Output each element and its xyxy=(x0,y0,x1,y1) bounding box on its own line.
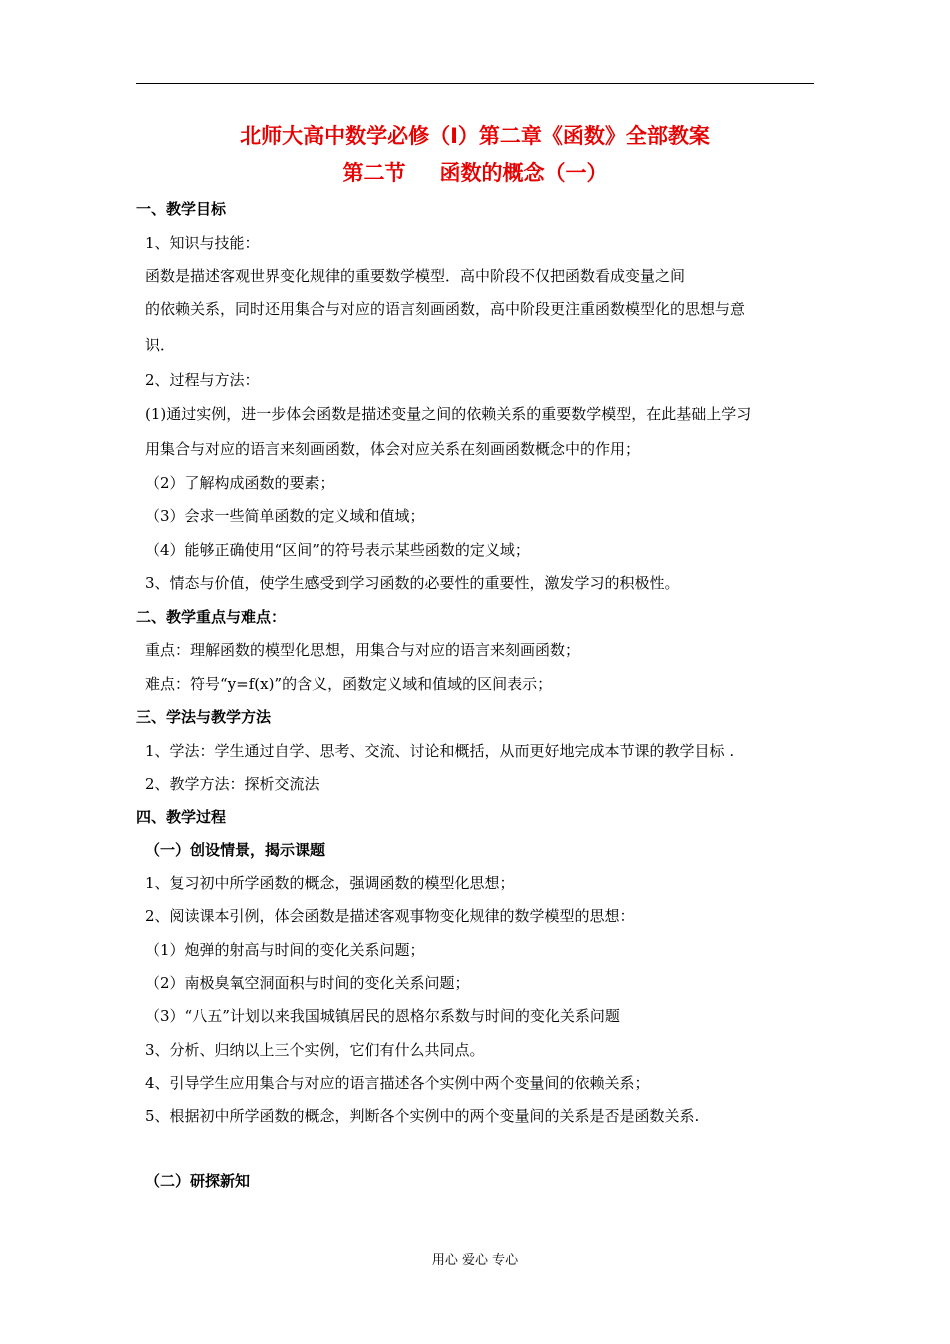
list-item: 5、根据初中所学函数的概念，判断各个实例中的两个变量间的关系是否是函数关系. xyxy=(145,1107,700,1125)
subheading-new-knowledge: （二）研探新知 xyxy=(145,1172,251,1190)
list-item: （2）南极臭氧空洞面积与时间的变化关系问题； xyxy=(145,974,470,992)
list-item: （4）能够正确使用“区间”的符号表示某些函数的定义域； xyxy=(145,541,530,559)
paragraph-line: 用集合与对应的语言来刻画函数，体会对应关系在刻画函数概念中的作用； xyxy=(145,440,641,458)
list-item: （2）了解构成函数的要素； xyxy=(145,474,335,492)
section-heading xyxy=(0,157,950,187)
section-title: 函数的概念（一） xyxy=(439,161,608,185)
header-rule xyxy=(136,83,814,84)
heading-key-points: 二、教学重点与难点： xyxy=(136,608,287,626)
page-footer: 用心 爱心 专心 xyxy=(431,1253,519,1268)
objective-attitude: 3、情态与价值，使学生感受到学习函数的必要性的重要性，激发学习的积极性。 xyxy=(145,574,680,592)
list-item: 2、教学方法：探析交流法 xyxy=(145,775,320,793)
objective-knowledge-label: 1、知识与技能： xyxy=(145,234,260,252)
list-item: 3、分析、归纳以上三个实例，它们有什么共同点。 xyxy=(145,1041,485,1059)
list-item: （1）炮弹的射高与时间的变化关系问题； xyxy=(145,941,425,959)
objective-process-label: 2、过程与方法： xyxy=(145,371,260,389)
subheading-introduction: （一）创设情景，揭示课题 xyxy=(145,841,326,859)
paragraph-line: (1)通过实例，进一步体会函数是描述变量之间的依赖关系的重要数学模型，在此基础上学习 xyxy=(145,405,752,423)
paragraph-line: 函数是描述客观世界变化规律的重要数学模型．高中阶段不仅把函数看成变量之间 xyxy=(145,267,686,285)
list-item: 2、阅读课本引例，体会函数是描述客观事物变化规律的数学模型的思想： xyxy=(145,907,635,925)
list-item: 4、引导学生应用集合与对应的语言描述各个实例中两个变量间的依赖关系； xyxy=(145,1074,650,1092)
paragraph-line: 的依赖关系，同时还用集合与对应的语言刻画函数，高中阶段更注重函数模型化的思想与意 xyxy=(145,300,746,318)
paragraph-line: 识． xyxy=(145,336,176,354)
heading-objectives: 一、教学目标 xyxy=(136,200,227,218)
list-item: 1、学法：学生通过自学、思考、交流、讨论和概括，从而更好地完成本节课的教学目标 . xyxy=(145,742,735,760)
list-item: （3）会求一些简单函数的定义域和值域； xyxy=(145,507,425,525)
difficult-point: 难点：符号“y=f(x)”的含义，函数定义域和值域的区间表示； xyxy=(145,675,553,693)
heading-process: 四、教学过程 xyxy=(136,808,227,826)
list-item: （3）“八五”计划以来我国城镇居民的恩格尔系数与时间的变化关系问题 xyxy=(145,1007,620,1025)
key-point: 重点：理解函数的模型化思想，用集合与对应的语言来刻画函数； xyxy=(145,641,581,659)
section-number: 第二节 xyxy=(342,161,406,185)
list-item: 1、复习初中所学函数的概念，强调函数的模型化思想； xyxy=(145,874,515,892)
document-title: 北师大高中数学必修（Ⅰ）第二章《函数》全部教案 xyxy=(240,124,710,148)
heading-methods: 三、学法与教学方法 xyxy=(136,708,272,726)
